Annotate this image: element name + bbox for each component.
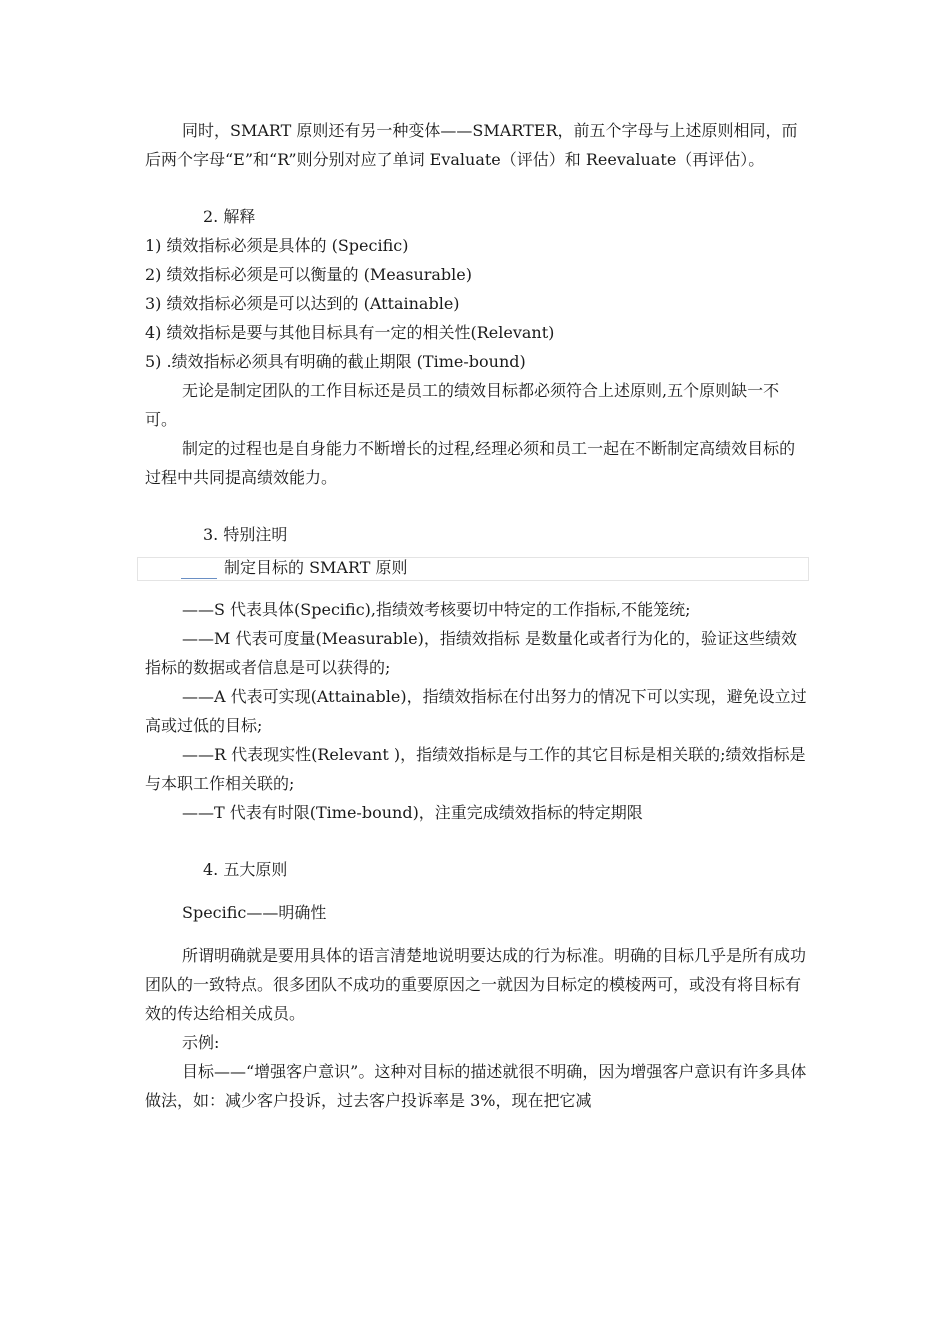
- section-heading-five-principles: 4. 五大原则: [203, 860, 288, 879]
- list-item: 4) 绩效指标是要与其他目标具有一定的相关性(Relevant): [145, 323, 555, 342]
- intro-paragraph: 同时，SMART 原则还有另一种变体——SMARTER，前五个字母与上述原则相同，而后两个字母“E”和“R”则分别对应了单词 Evaluate（评估）和 Reevaluate（再评估）。: [145, 121, 798, 169]
- spacer: [145, 492, 810, 520]
- smart-title-box: [137, 557, 809, 581]
- list-item: 2) 绩效指标必须是可以衡量的 (Measurable): [145, 265, 473, 284]
- document-body: [145, 116, 810, 1115]
- spacer: [145, 884, 810, 898]
- list-item: 3) 绩效指标必须是可以达到的 (Attainable): [145, 294, 460, 313]
- body-paragraph: 无论是制定团队的工作目标还是员工的绩效目标都必须符合上述原则,五个原则缺一不可。: [145, 381, 780, 429]
- list-item: 1) 绩效指标必须是具体的 (Specific): [145, 236, 409, 255]
- blank-underline: [181, 578, 217, 579]
- spacer: [145, 827, 810, 855]
- section-heading-explanation: 2. 解释: [203, 207, 256, 226]
- body-paragraph: 目标——“增强客户意识”。这种对目标的描述就很不明确，因为增强客户意识有许多具体做法，如：减少客户投诉，过去客户投诉率是 3%，现在把它减: [145, 1062, 807, 1110]
- section-heading-special-note: 3. 特别注明: [203, 525, 288, 544]
- smart-definition-s: ——S 代表具体(Specific),指绩效考核要切中特定的工作指标,不能笼统;: [182, 600, 691, 619]
- body-paragraph: 制定的过程也是自身能力不断增长的过程,经理必须和员工一起在不断制定高绩效目标的过程中共同提高绩效能力。: [145, 439, 796, 487]
- spacer: [145, 174, 810, 202]
- smart-definition-m: ——M 代表可度量(Measurable)，指绩效指标 是数量化或者行为化的，验证这些绩效指标的数据或者信息是可以获得的;: [145, 629, 797, 677]
- smart-definition-r: ——R 代表现实性(Relevant )，指绩效指标是与工作的其它目标是相关联的;绩效指标是与本职工作相关联的;: [145, 745, 806, 793]
- smart-box-title: 制定目标的 SMART 原则: [224, 558, 408, 577]
- example-label: 示例:: [182, 1033, 220, 1052]
- spacer: [145, 927, 810, 941]
- principle-subheading: Specific——明确性: [182, 903, 327, 922]
- body-paragraph: 所谓明确就是要用具体的语言清楚地说明要达成的行为标准。明确的目标几乎是所有成功团队的一致特点。很多团队不成功的重要原因之一就因为目标定的模棱两可，或没有将目标有效的传达给相关成员。: [145, 946, 807, 1023]
- list-item: 5) .绩效指标必须具有明确的截止期限 (Time-bound): [145, 352, 526, 371]
- smart-definition-a: ——A 代表可实现(Attainable)，指绩效指标在付出努力的情况下可以实现，避免设立过高或过低的目标;: [145, 687, 807, 735]
- smart-definition-t: ——T 代表有时限(Time-bound)，注重完成绩效指标的特定期限: [182, 803, 643, 822]
